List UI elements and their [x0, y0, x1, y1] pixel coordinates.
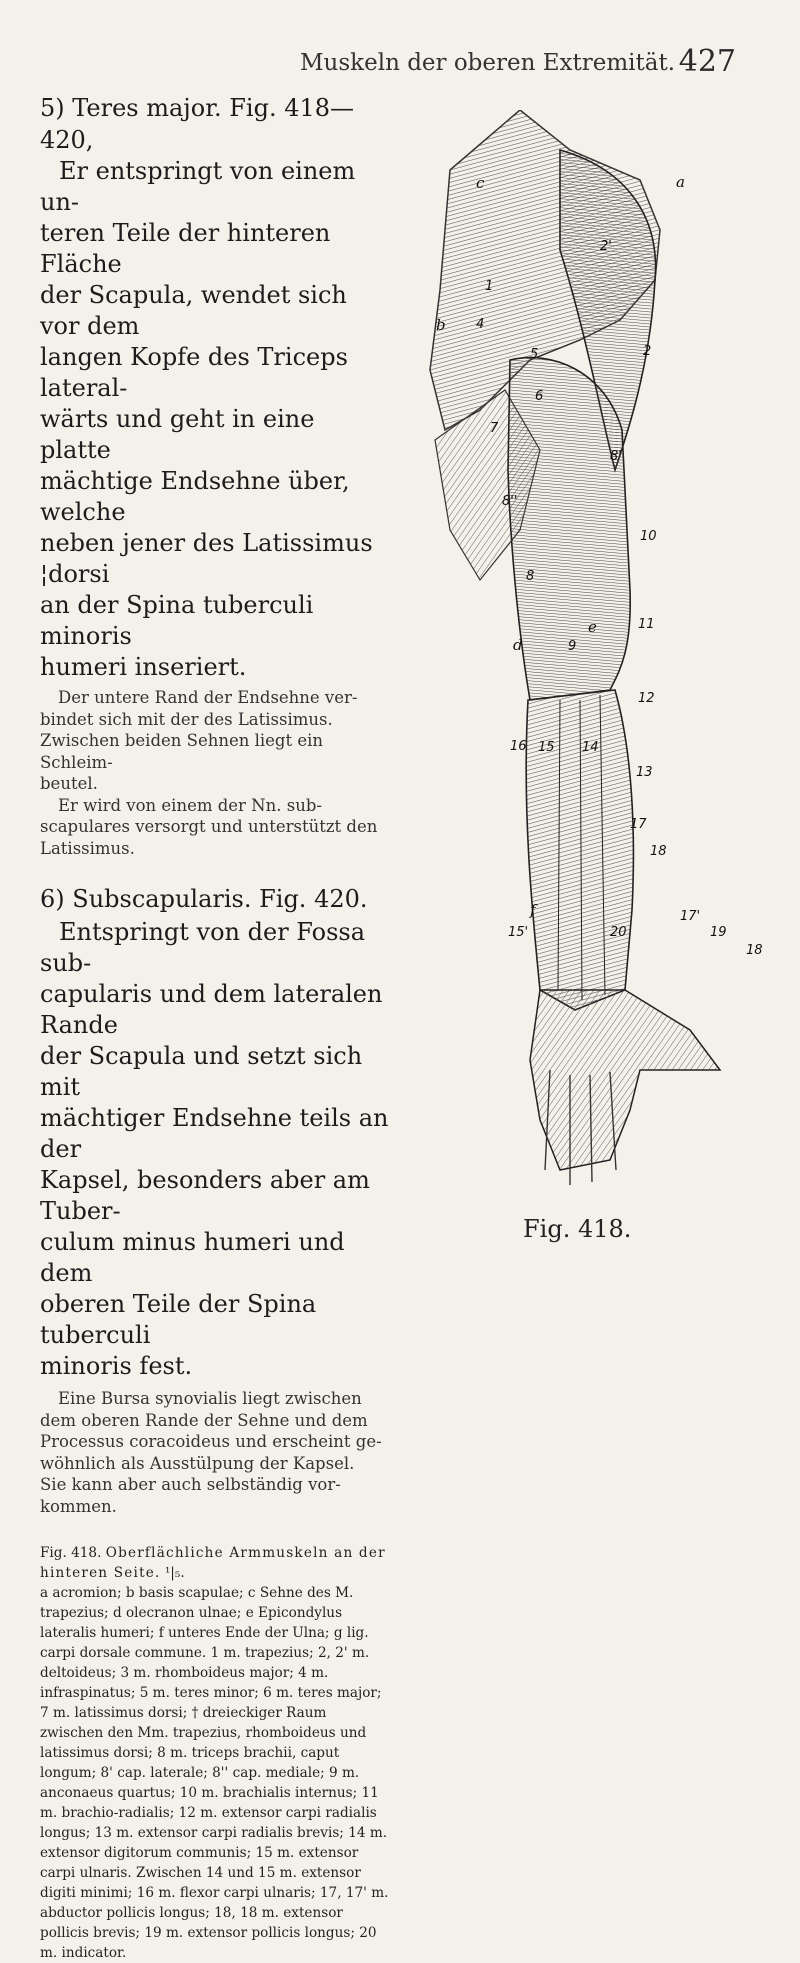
note-line: beutel.: [40, 774, 98, 793]
page-header: [0, 44, 800, 90]
note-line: Eine Bursa synovialis liegt zwischen: [58, 1389, 362, 1408]
marker-4: 4: [476, 317, 485, 332]
section-5-title: 5) Teres major. Fig. 418—420,: [40, 94, 355, 154]
caption-body: a acromion; b basis scapulae; c Sehne des M. trapezius; d olecranon ulnae; e Epicondylus lateralis humeri; f unteres Ende der Ulna; g lig. carpi dorsale commune. 1 m. trapezius; 2, 2' m. deltoideus; 3 m. rhomboideus major; 4 m. infraspinatus; 5 m. teres minor; 6 m. teres major; 7 m. latissimus dorsi; † dreieckiger Raum zwischen den Mm. trapezius, rhomboideus und latissimus dorsi; 8 m. triceps brachii, caput longum; 8' cap. laterale; 8'' cap. mediale; 9 m. anconaeus quartus; 10 m. brachialis internus; 11 m. brachio-radialis; 12 m. extensor carpi radialis longus; 13 m. extensor carpi radialis brevis; 14 m. extensor digitorum communis; 15 m. extensor carpi ulnaris. Zwischen 14 und 15 m. extensor digiti minimi; 16 m. flexor carpi ulnaris; 17, 17' m. abductor pollicis longus; 18, 18 m. extensor pollicis brevis; 19 m. extensor pollicis longus; 20 m. indicator.: [40, 1585, 389, 1961]
marker-9: 9: [568, 639, 577, 654]
marker-2: 2: [643, 344, 652, 359]
marker-17-prime: 17': [680, 909, 701, 924]
marker-1: 1: [485, 279, 494, 294]
note-line: Zwischen beiden Sehnen liegt ein Schleim-: [40, 731, 324, 772]
section-6-body: [40, 917, 390, 1382]
marker-15-prime: 15': [508, 925, 529, 940]
body-line: an der Spina tuberculi minoris: [40, 591, 314, 650]
marker-10: 10: [640, 529, 657, 544]
body-line: Kapsel, besonders aber am Tuber-: [40, 1166, 370, 1225]
note-line: bindet sich mit der des Latissimus.: [40, 709, 333, 729]
marker-5: 5: [530, 347, 539, 362]
body-line: culum minus humeri und dem: [40, 1228, 345, 1287]
page-number: 427: [678, 44, 736, 79]
figure-label: Fig. 418.: [523, 1215, 632, 1243]
body-line: neben jener des Latissimus ¦dorsi: [40, 529, 373, 588]
note-line: scapulares versorgt und unterstützt den: [40, 817, 378, 836]
section-5-note-1: [40, 687, 390, 795]
marker-14: 14: [582, 740, 599, 755]
caption-scale: ¹|₅.: [164, 1565, 185, 1581]
marker-c: c: [476, 174, 485, 192]
marker-8-double-prime: 8'': [502, 494, 518, 509]
marker-b: b: [436, 316, 446, 334]
body-line: humeri inseriert.: [40, 653, 247, 681]
marker-6: 6: [535, 389, 544, 404]
text-column: [40, 92, 390, 1963]
marker-18-lower: 18: [746, 943, 763, 958]
marker-19: 19: [710, 925, 727, 940]
note-line: Sie kann aber auch selbständig vor-: [40, 1475, 341, 1494]
note-line: kommen.: [40, 1496, 117, 1516]
caption-heading: [40, 1543, 390, 1583]
body-line: der Scapula, wendet sich vor dem: [40, 281, 347, 340]
marker-11: 11: [638, 617, 655, 632]
marker-f: f: [530, 901, 536, 919]
marker-7: 7: [490, 421, 499, 436]
body-line: minoris fest.: [40, 1352, 193, 1380]
marker-20: 20: [610, 925, 627, 940]
marker-8-prime: 8': [610, 449, 622, 464]
marker-13: 13: [636, 765, 653, 780]
marker-15: 15: [538, 740, 555, 755]
note-line: dem oberen Rande der Sehne und dem: [40, 1410, 368, 1430]
body-line: mächtige Endsehne über, welche: [40, 467, 350, 526]
marker-2-prime: 2': [600, 239, 612, 254]
note-line: Er wird von einem der Nn. sub-: [58, 795, 322, 815]
marker-17: 17: [630, 817, 647, 832]
marker-a: a: [676, 173, 685, 191]
body-line: capularis und dem lateralen Rande: [40, 980, 383, 1039]
marker-18-upper: 18: [650, 844, 667, 859]
marker-16: 16: [510, 739, 527, 754]
note-line: Der untere Rand der Endsehne ver-: [58, 688, 358, 707]
body-line: teren Teile der hinteren Fläche: [40, 219, 331, 278]
figure-caption: [40, 1543, 390, 1963]
section-6-note: [40, 1388, 390, 1517]
body-line: der Scapula und setzt sich mit: [40, 1042, 363, 1101]
running-title: Muskeln der oberen Extremität.: [300, 50, 676, 76]
caption-prefix: Fig. 418.: [40, 1545, 102, 1561]
body-line: wärts und geht in eine platte: [40, 405, 315, 464]
section-6-title: 6) Subscapularis. Fig. 420.: [40, 885, 368, 913]
section-5-note-2: [40, 795, 390, 860]
body-line: langen Kopfe des Triceps lateral-: [40, 343, 348, 402]
marker-d: d: [513, 636, 523, 654]
body-line: Er entspringt von einem un-: [40, 157, 356, 216]
body-line: mächtiger Endsehne teils an der: [40, 1104, 389, 1163]
caption-title: Oberflächliche Armmuskeln an der hinteren Seite.: [40, 1545, 386, 1581]
section-5-body: [40, 156, 390, 683]
body-line: oberen Teile der Spina tuberculi: [40, 1290, 317, 1349]
hand: [530, 990, 720, 1170]
marker-e: e: [588, 618, 597, 636]
note-line: Latissimus.: [40, 838, 135, 858]
note-line: wöhnlich als Ausstülpung der Kapsel.: [40, 1453, 355, 1473]
arm-muscle-illustration: [410, 110, 790, 1210]
marker-8: 8: [526, 569, 535, 584]
marker-12: 12: [638, 691, 655, 706]
note-line: Processus coracoideus und erscheint ge-: [40, 1432, 382, 1451]
body-line: Entspringt von der Fossa sub-: [40, 918, 366, 977]
